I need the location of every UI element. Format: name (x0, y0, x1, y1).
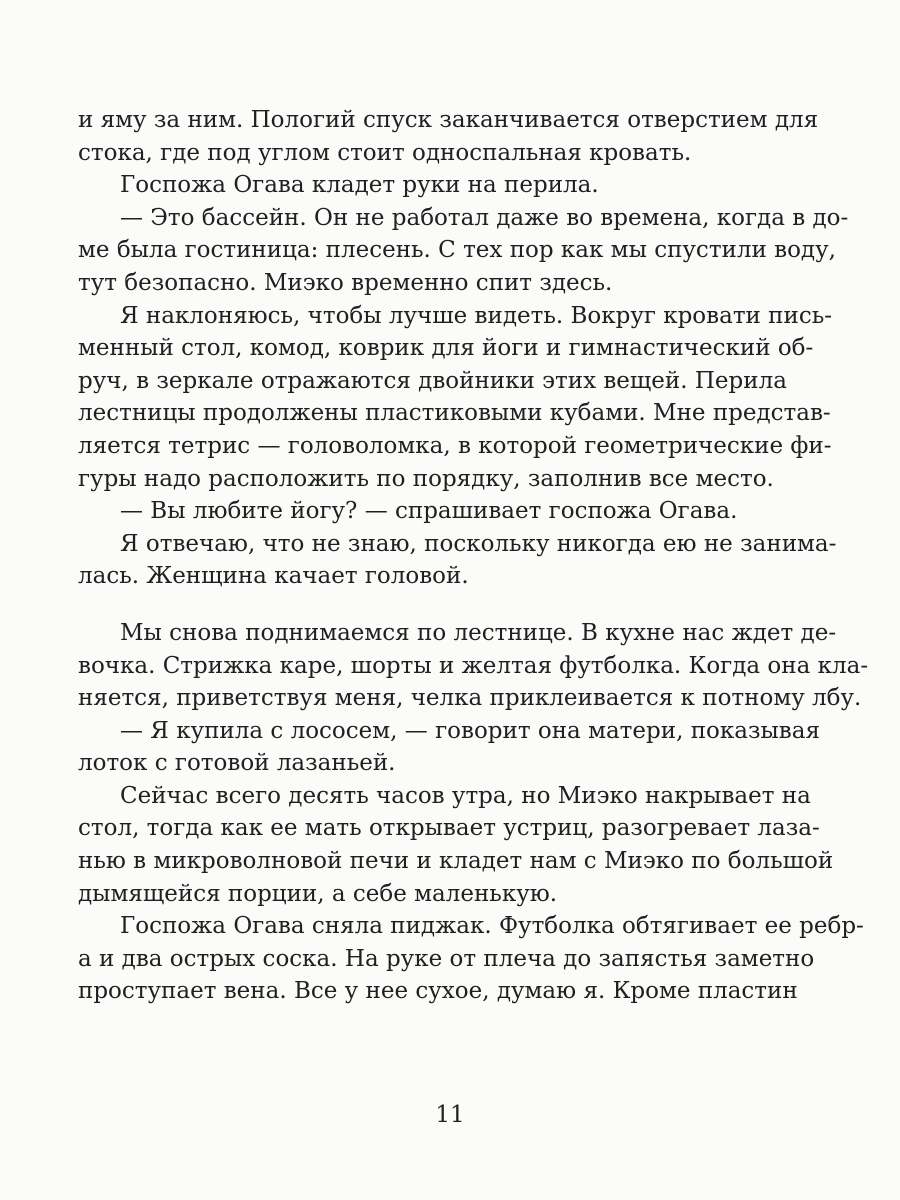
text-line: лестницы продолжены пластиковыми кубами. Мне представ- (78, 400, 831, 427)
text-line: лоток с готовой лазаньей. (78, 750, 396, 777)
text-line: ме была гостиница: плесень. С тех пор как мы спустили воду, (78, 237, 836, 264)
text-line: Я отвечаю, что не знаю, поскольку никогда ею не занима- (120, 530, 837, 557)
text-line: стол, тогда как ее мать открывает устриц, разогревает лаза- (78, 815, 820, 842)
text-line: — Вы любите йогу? — спрашивает госпожа Огава. (120, 498, 738, 525)
text-line: Госпожа Огава сняла пиджак. Футболка обтягивает ее ребр- (120, 913, 864, 940)
text-line: тут безопасно. Миэко временно спит здесь. (78, 269, 613, 296)
text-line: вочка. Стрижка каре, шорты и желтая футболка. Когда она кла- (78, 652, 869, 679)
text-line: Сейчас всего десять часов утра, но Миэко накрывает на (120, 782, 811, 809)
text-line: стока, где под углом стоит односпальная кровать. (78, 139, 692, 166)
text-line: — Я купила с лососем, — говорит она матери, показывая (120, 717, 820, 744)
text-line: а и два острых соска. На руке от плеча до запястья заметно (78, 945, 815, 972)
body-text (78, 104, 869, 1008)
text-line: и яму за ним. Пологий спуск заканчивается отверстием для (78, 107, 819, 133)
text-line: Госпожа Огава кладет руки на перила. (120, 172, 599, 199)
text-line: — Это бассейн. Он не работал даже во времена, когда в до- (120, 204, 849, 231)
text-line: гуры надо расположить по порядку, заполнив все место. (78, 465, 774, 492)
page-number: 11 (435, 1102, 465, 1128)
text-line: няется, приветствуя меня, челка приклеивается к потному лбу. (78, 685, 862, 712)
text-line: лась. Женщина качает головой. (78, 563, 469, 590)
text-line: Мы снова поднимаемся по лестнице. В кухне нас ждет де- (120, 619, 837, 646)
text-line: проступает вена. Все у нее сухое, думаю я. Кроме пластин (78, 978, 798, 1005)
text-line: менный стол, комод, коврик для йоги и гимнастический об- (78, 335, 814, 362)
text-line: руч, в зеркале отражаются двойники этих вещей. Перила (78, 367, 787, 394)
text-line: ляется тетрис — головоломка, в которой геометрические фи- (78, 432, 832, 459)
text-line: нью в микроволновой печи и кладет нам с Миэко по большой (78, 848, 834, 875)
text-line: дымящейся порции, а себе маленькую. (78, 880, 558, 907)
text-line: Я наклоняюсь, чтобы лучше видеть. Вокруг кровати пись- (120, 302, 833, 329)
section-break (78, 593, 772, 617)
